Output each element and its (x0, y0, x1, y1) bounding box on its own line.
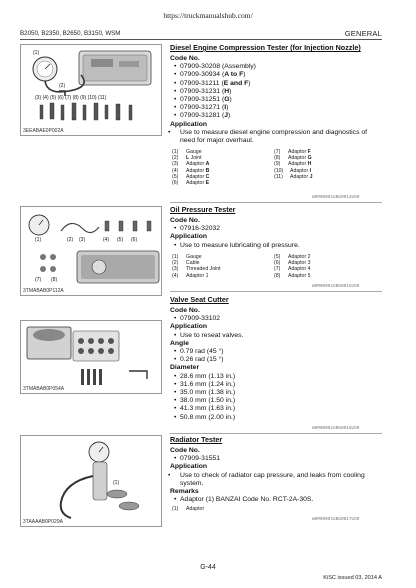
section-heading: Valve Seat Cutter (170, 295, 229, 304)
oil-pressure-tester-section (170, 205, 382, 250)
radiator-tester-illustration (21, 436, 162, 527)
oil-pressure-tester-illustration (21, 207, 162, 296)
code-item: • 07909-33102 (170, 315, 382, 323)
code-item: • 07909-31271 (I) (170, 104, 382, 112)
callout-5: (5) (117, 237, 124, 243)
radiator-tester-figure (20, 435, 162, 527)
section-divider (170, 202, 382, 203)
callout-gauge: (1) (33, 50, 40, 56)
legend-right: (5) Adaptor 2 (6) Adaptor 3 (7) Adaptor 4 (8) Adaptor 5 (274, 254, 311, 279)
legend: (1) Adaptor (172, 506, 205, 512)
callout-9: (9) (80, 95, 87, 101)
callout-8: (8) (51, 277, 58, 283)
callout-3: (3) (79, 237, 86, 243)
section-divider (170, 291, 382, 292)
callout-11: (11) (97, 95, 107, 101)
section-title: GENERAL (344, 29, 382, 38)
compression-tester-figure (20, 44, 162, 136)
application-label: Application (170, 463, 208, 471)
legend-left: (1) Gauge (2) Cable (3) Threaded Joint (4) Adaptor 1 (172, 254, 221, 279)
application-text: • Use to reseat valves. (170, 332, 382, 340)
remarks-label: Remarks (170, 488, 199, 496)
callout-2: (2) (67, 237, 74, 243)
doc-code: W9M00001GBG0015US0 (312, 284, 360, 289)
application-text: • Use to measure diesel engine compression and diagnostics of need for major overhaul. (170, 129, 382, 145)
callout-6: (6) (57, 95, 64, 101)
doc-code: W9M00001GBG0014US0 (312, 195, 360, 200)
valve-seat-cutter-section (170, 295, 382, 422)
application-text: • Use to check of radiator cap pressure, and leaks from cooling system. (170, 472, 382, 488)
application-label: Application (170, 120, 208, 128)
issue-note: KiSC issued 03, 2014 A (323, 575, 382, 581)
callout-7: (7) (65, 95, 72, 101)
doc-code: W9M00001GBG0017US0 (312, 517, 360, 522)
code-item: • 07909-30934 (A to F) (170, 71, 382, 79)
angle-item: • 0.79 rad (45 °) (170, 348, 382, 356)
code-item: • 07909-30208 (Assembly) (170, 63, 382, 71)
figure-caption: 3TMABAB0P054A (23, 386, 65, 392)
application-label: Application (170, 323, 208, 331)
compression-tester-section (170, 43, 382, 145)
callout-5: (5) (50, 95, 57, 101)
angle-label: Angle (170, 339, 189, 347)
callout-7: (7) (35, 277, 42, 283)
figure-caption: 3EEABAE0P002A (23, 128, 64, 134)
callout-6: (6) (131, 237, 138, 243)
doc-code: W9M00001GBG0016US0 (312, 426, 360, 431)
code-item: • 07909-31251 (G) (170, 96, 382, 104)
source-url[interactable]: https://truckmanualshub.com/ (163, 11, 253, 20)
callout-4: (4) (42, 95, 49, 101)
section-heading: Radiator Tester (170, 435, 223, 444)
page-number: G-44 (200, 564, 216, 571)
callout-10: (10) (87, 95, 97, 101)
angle-item: • 0.26 rad (15 °) (170, 356, 382, 364)
diameter-item: • 50.8 mm (2.00 in.) (170, 414, 382, 422)
callout-1: (1) (113, 480, 120, 486)
callout-8: (8) (72, 95, 79, 101)
code-item: • 07916-32032 (170, 225, 382, 233)
code-label: Code No. (170, 217, 200, 224)
model-list: B2050, B2350, B2650, B3150, WSM (20, 30, 121, 37)
legend-right: (7) Adaptor F (8) Adaptor G (9) Adaptor H (10) Adaptor I (11) Adaptor J (274, 149, 313, 180)
figure-caption: 3TMABAB0P112A (23, 288, 64, 294)
valve-seat-cutter-illustration (21, 321, 162, 394)
figure-caption: 3TAAAAB0P029A (23, 519, 63, 525)
diameter-item: • 31.6 mm (1.24 in.) (170, 381, 382, 389)
diameter-item: • 35.0 mm (1.38 in.) (170, 389, 382, 397)
code-label: Code No. (170, 447, 200, 454)
code-item: • 07909-31551 (170, 455, 382, 463)
callout-3: (3) (35, 95, 42, 101)
application-label: Application (170, 233, 208, 241)
compression-tester-illustration (21, 45, 162, 136)
section-heading: Diesel Engine Compression Tester (for Injection Nozzle) (170, 43, 361, 52)
remarks-text: • Adaptor (1) BANZAI Code No. RCT-2A-30S. (170, 496, 382, 504)
callout-row (35, 95, 155, 101)
oil-pressure-tester-figure (20, 206, 162, 296)
diameter-item: • 28.6 mm (1.13 in.) (170, 373, 382, 381)
callout-1: (1) (35, 237, 42, 243)
code-item: • 07909-31231 (H) (170, 88, 382, 96)
section-divider (170, 433, 382, 434)
application-text: • Use to measure lubricating oil pressure. (170, 242, 382, 250)
radiator-tester-section (170, 435, 382, 504)
diameter-item: • 41.3 mm (1.63 in.) (170, 405, 382, 413)
valve-seat-cutter-figure (20, 320, 162, 394)
callout-l-joint: (2) (59, 83, 66, 89)
callout-4: (4) (103, 237, 110, 243)
code-item: • 07909-31281 (J) (170, 112, 382, 120)
code-item: • 07909-31211 (E and F) (170, 80, 382, 88)
diameter-item: • 38.0 mm (1.50 in.) (170, 397, 382, 405)
header-rule (20, 39, 382, 40)
code-label: Code No. (170, 55, 200, 62)
diameter-label: Diameter (170, 364, 200, 372)
code-label: Code No. (170, 307, 200, 314)
legend-left: (1) Gauge (2) L Joint (3) Adaptor A (4) Adaptor B (5) Adaptor C (6) Adaptor E (172, 149, 210, 187)
section-heading: Oil Pressure Tester (170, 205, 236, 214)
